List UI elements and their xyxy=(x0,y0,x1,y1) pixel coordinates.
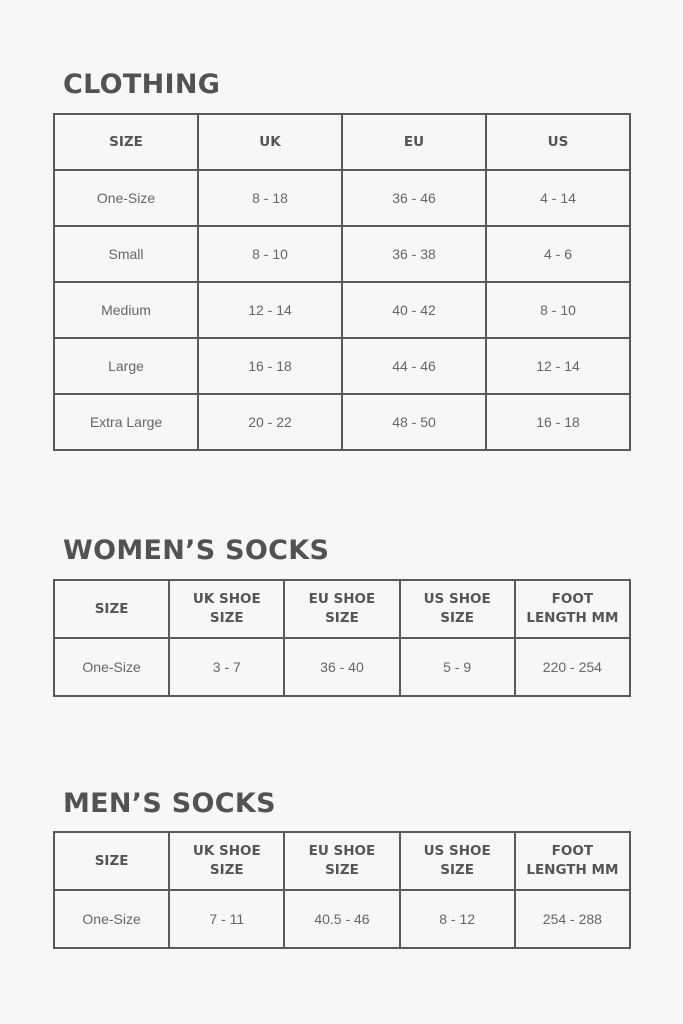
header-cell xyxy=(515,832,630,890)
header-cell xyxy=(400,580,515,638)
mens-socks-size-table xyxy=(53,831,631,949)
table-cell: 254 - 288 xyxy=(515,890,630,948)
header-cell: UK xyxy=(198,114,342,170)
header-cell xyxy=(169,832,284,890)
table-header-row xyxy=(54,114,630,170)
header-line: SIZE xyxy=(440,610,475,626)
clothing-size-table xyxy=(53,113,631,451)
header-cell xyxy=(284,580,399,638)
table-row xyxy=(54,282,630,338)
table-cell: 48 - 50 xyxy=(342,394,486,450)
header-cell xyxy=(54,580,169,638)
header-line: SIZE xyxy=(94,600,129,617)
header-line: SIZE xyxy=(209,610,244,626)
table-header-row xyxy=(54,580,630,638)
table-cell: Medium xyxy=(54,282,198,338)
table-cell: One-Size xyxy=(54,638,169,696)
header-line: LENGTH MM xyxy=(526,862,619,878)
table-row xyxy=(54,338,630,394)
table-cell: 40.5 - 46 xyxy=(284,890,399,948)
header-line: UK SHOE xyxy=(192,591,261,607)
table-row xyxy=(54,394,630,450)
table-cell: 220 - 254 xyxy=(515,638,630,696)
table-row xyxy=(54,170,630,226)
table-cell: Extra Large xyxy=(54,394,198,450)
table-cell: 3 - 7 xyxy=(169,638,284,696)
header-cell xyxy=(284,832,399,890)
table-row xyxy=(54,890,630,948)
womens-socks-size-table xyxy=(53,579,631,697)
header-line: US SHOE xyxy=(423,591,491,607)
header-line: FOOT xyxy=(551,843,594,859)
table-cell: Small xyxy=(54,226,198,282)
table-cell: 8 - 10 xyxy=(486,282,630,338)
clothing-title: CLOTHING xyxy=(63,69,221,100)
header-line: EU SHOE xyxy=(308,591,376,607)
table-cell: 4 - 14 xyxy=(486,170,630,226)
header-cell: SIZE xyxy=(54,114,198,170)
header-line: FOOT xyxy=(551,591,594,607)
womens-socks-title: WOMEN’S SOCKS xyxy=(63,535,330,566)
header-line: EU SHOE xyxy=(308,843,376,859)
table-cell: 40 - 42 xyxy=(342,282,486,338)
header-cell xyxy=(400,832,515,890)
header-cell xyxy=(169,580,284,638)
table-cell: One-Size xyxy=(54,890,169,948)
table-row xyxy=(54,638,630,696)
header-line: SIZE xyxy=(440,862,475,878)
header-line: SIZE xyxy=(209,862,244,878)
table-row xyxy=(54,226,630,282)
table-cell: 7 - 11 xyxy=(169,890,284,948)
table-cell: 36 - 46 xyxy=(342,170,486,226)
header-line: US SHOE xyxy=(423,843,491,859)
table-cell: 20 - 22 xyxy=(198,394,342,450)
table-cell: 8 - 10 xyxy=(198,226,342,282)
mens-socks-title: MEN’S SOCKS xyxy=(63,788,276,819)
table-cell: 4 - 6 xyxy=(486,226,630,282)
header-cell xyxy=(54,832,169,890)
table-cell: 8 - 18 xyxy=(198,170,342,226)
table-cell: 12 - 14 xyxy=(198,282,342,338)
header-line: SIZE xyxy=(325,610,359,626)
header-line: SIZE xyxy=(325,862,359,878)
table-cell: 16 - 18 xyxy=(486,394,630,450)
header-line: SIZE xyxy=(94,852,129,869)
header-line: LENGTH MM xyxy=(526,610,619,626)
table-cell: One-Size xyxy=(54,170,198,226)
table-cell: 8 - 12 xyxy=(400,890,515,948)
table-cell: 36 - 38 xyxy=(342,226,486,282)
header-cell: US xyxy=(486,114,630,170)
table-cell: 36 - 40 xyxy=(284,638,399,696)
table-cell: 5 - 9 xyxy=(400,638,515,696)
table-cell: 12 - 14 xyxy=(486,338,630,394)
table-cell: 44 - 46 xyxy=(342,338,486,394)
header-cell: EU xyxy=(342,114,486,170)
table-cell: 16 - 18 xyxy=(198,338,342,394)
header-line: UK SHOE xyxy=(192,843,261,859)
header-cell xyxy=(515,580,630,638)
table-cell: Large xyxy=(54,338,198,394)
table-header-row xyxy=(54,832,630,890)
